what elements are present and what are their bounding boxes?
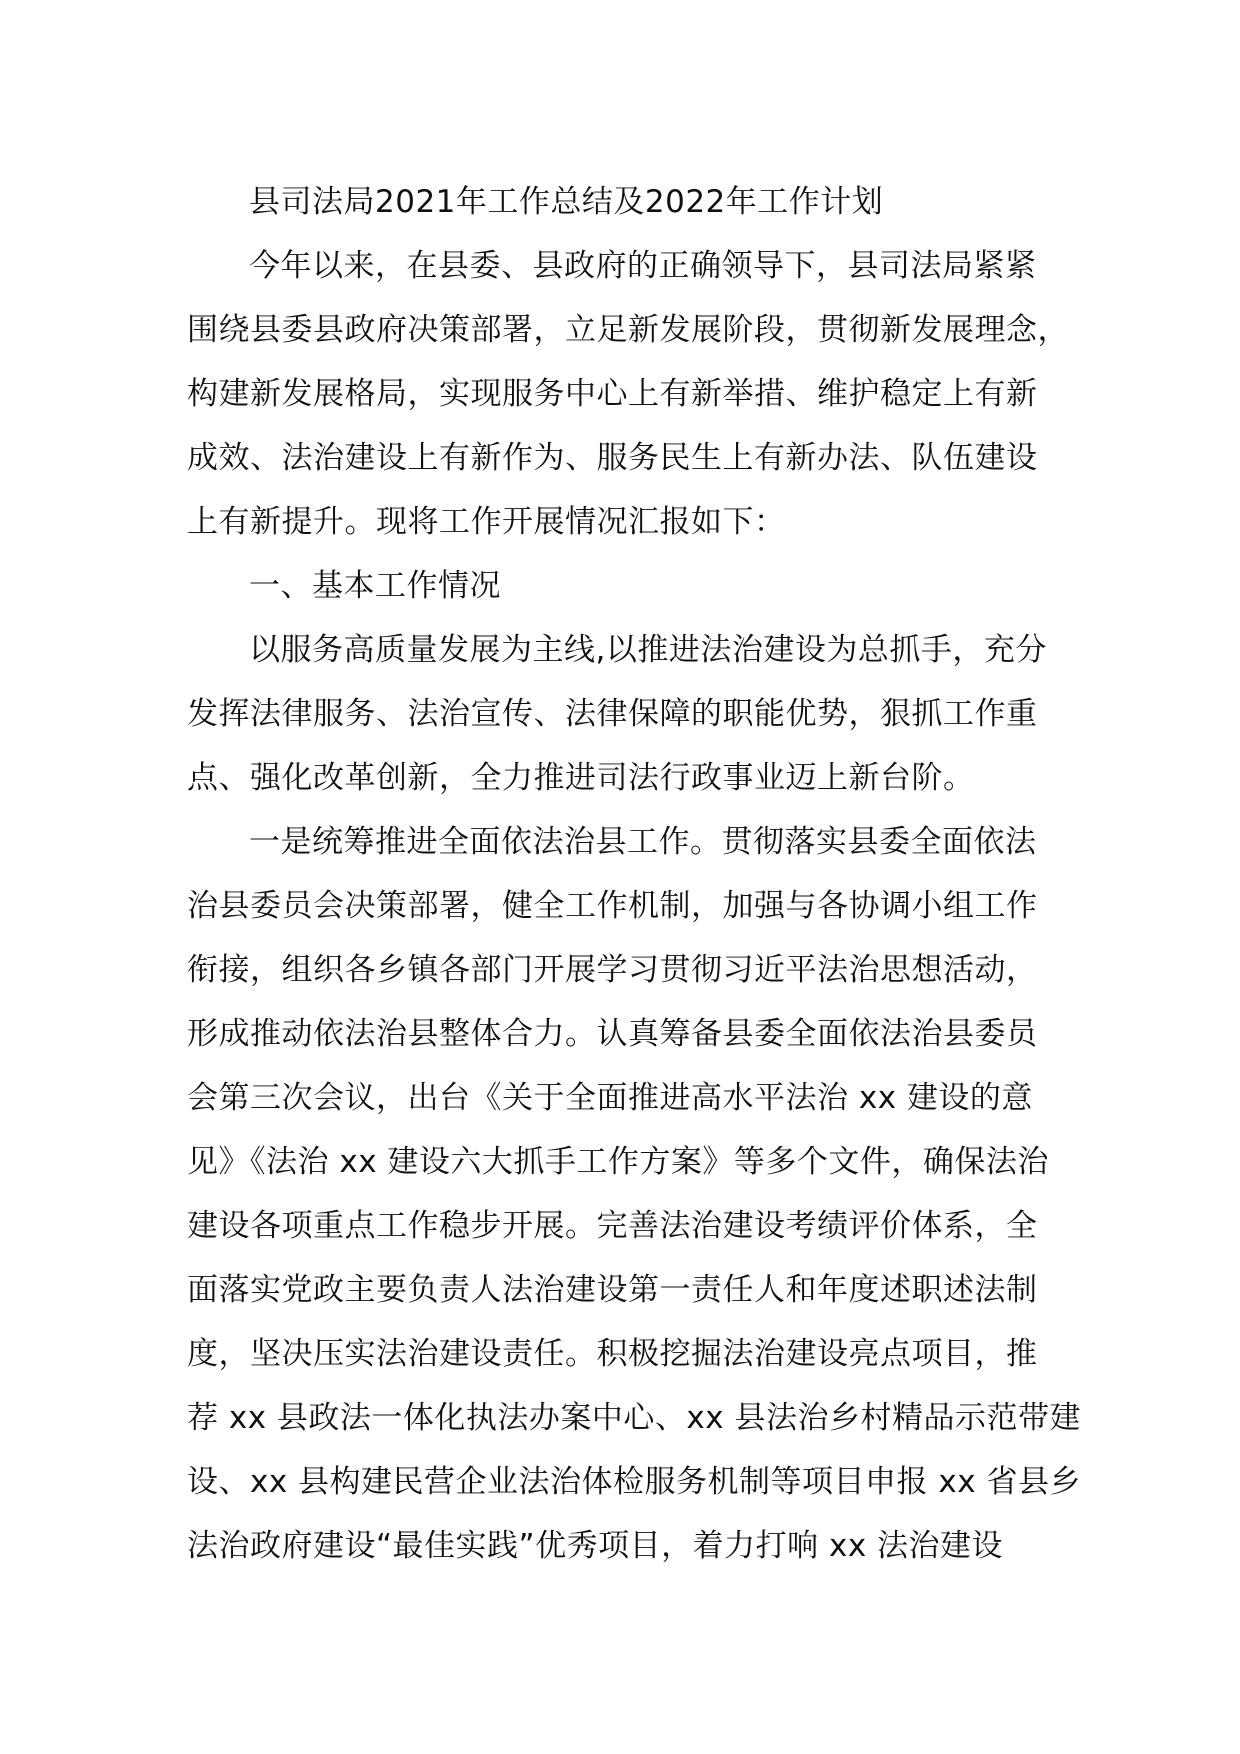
- paragraph-line: 构建新发展格局，实现服务中心上有新举措、维护稳定上有新: [187, 376, 1038, 412]
- paragraph-line: 衔接，组织各乡镇各部门开展学习贯彻习近平法治思想活动，: [187, 952, 1038, 988]
- paragraph-line: 成效、法治建设上有新作为、服务民生上有新办法、队伍建设: [187, 440, 1038, 476]
- paragraph-line: 法治政府建设“最佳实践”优秀项目，着力打响 xx 法治建设: [187, 1528, 1004, 1564]
- paragraph-line: 围绕县委县政府决策部署，立足新发展阶段，贯彻新发展理念，: [187, 312, 1069, 348]
- paragraph-line: 设、xx 县构建民营企业法治体检服务机制等项目申报 xx 省县乡: [187, 1464, 1081, 1500]
- paragraph-line: 形成推动依法治县整体合力。认真筹备县委全面依法治县委员: [187, 1016, 1038, 1052]
- paragraph-line: 今年以来，在县委、县政府的正确领导下，县司法局紧紧: [249, 248, 1037, 284]
- paragraph-line: 一是统筹推进全面依法治县工作。贯彻落实县委全面依法: [249, 824, 1037, 860]
- paragraph-line: 见》《法治 xx 建设六大抓手工作方案》等多个文件，确保法治: [187, 1144, 1049, 1180]
- paragraph-line: 度，坚决压实法治建设责任。积极挖掘法治建设亮点项目，推: [187, 1336, 1038, 1372]
- paragraph-line: 面落实党政主要负责人法治建设第一责任人和年度述职述法制: [187, 1272, 1038, 1308]
- heading-line: 一、基本工作情况: [249, 568, 501, 604]
- paragraph-line: 点、强化改革创新，全力推进司法行政事业迈上新台阶。: [187, 760, 975, 796]
- paragraph-line: 发挥法律服务、法治宣传、法律保障的职能优势，狠抓工作重: [187, 696, 1038, 732]
- paragraph-line: 以服务高质量发展为主线,以推进法治建设为总抓手，充分: [249, 632, 1047, 668]
- paragraph-line: 治县委员会决策部署，健全工作机制，加强与各协调小组工作: [187, 888, 1038, 924]
- paragraph-line: 荐 xx 县政法一体化执法办案中心、xx 县法治乡村精品示范带建: [187, 1400, 1081, 1436]
- document-title: 县司法局2021年工作总结及2022年工作计划: [249, 184, 884, 220]
- paragraph-line: 会第三次会议，出台《关于全面推进高水平法治 xx 建设的意: [187, 1080, 1033, 1116]
- paragraph-line: 建设各项重点工作稳步开展。完善法治建设考绩评价体系，全: [187, 1208, 1038, 1244]
- paragraph-line: 上有新提升。现将工作开展情况汇报如下：: [187, 504, 786, 540]
